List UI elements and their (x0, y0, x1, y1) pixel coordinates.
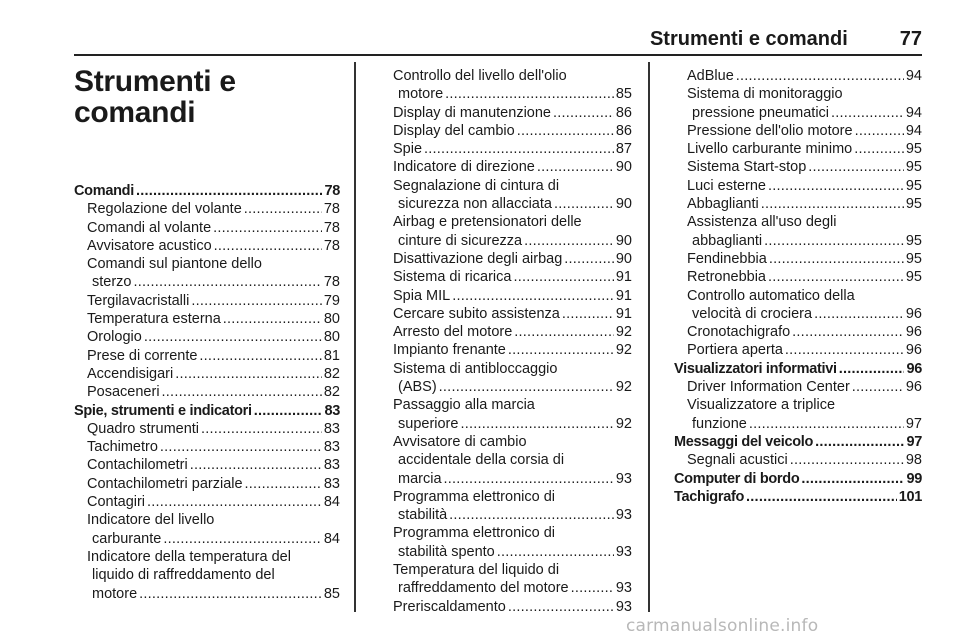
toc-entry-text: Indicatore del livello (87, 512, 215, 529)
toc-entry-text: Portiera aperta (687, 342, 783, 359)
toc-entry-text: Impianto frenante (393, 342, 506, 359)
toc-entry[interactable] (674, 451, 922, 469)
toc-entry-text: motore (398, 86, 444, 103)
dot-leader (562, 305, 614, 323)
toc-entry-text: Avvisatore acustico (87, 237, 212, 254)
toc-page-number: 94 (905, 68, 922, 84)
toc-entry-text: Messaggi del veicolo (674, 433, 814, 450)
toc-page-number: 93 (615, 598, 632, 615)
toc-page-number: 84 (323, 530, 340, 547)
toc-entry[interactable] (74, 292, 340, 310)
toc-entry-text: Display di manutenzione (393, 104, 551, 121)
toc-entry-text: superiore (398, 415, 459, 432)
toc-entry[interactable] (380, 213, 632, 250)
toc-entry[interactable] (674, 67, 922, 85)
toc-page-number: 94 (905, 122, 922, 139)
dot-leader (190, 456, 322, 474)
toc-entry-text: Contachilometri parziale (87, 475, 243, 492)
toc-entry[interactable] (674, 323, 922, 341)
toc-page-number: 80 (323, 311, 340, 328)
toc-page-number: 96 (905, 324, 922, 341)
toc-page-number: 83 (323, 475, 340, 492)
toc-page-number: 82 (323, 384, 340, 401)
toc-page-number: 78 (323, 274, 340, 291)
toc-section-entry[interactable] (674, 360, 922, 378)
toc-entry-text: velocità di crociera (692, 305, 813, 322)
toc-page-number: 91 (615, 269, 632, 286)
toc-entry[interactable] (74, 255, 340, 292)
toc-entry-text: Contachilometri (87, 457, 188, 474)
dot-leader (508, 341, 614, 359)
toc-entry-text: Spia MIL (393, 287, 451, 304)
dot-leader (513, 268, 613, 286)
dot-leader (175, 365, 322, 383)
toc-entry[interactable] (74, 511, 340, 548)
dot-leader (424, 140, 614, 158)
toc-entry-text: Sistema Start-stop (687, 159, 807, 176)
toc-entry[interactable] (74, 383, 340, 401)
toc-entry-text: Cercare subito assistenza (393, 305, 560, 322)
toc-entry-text: Fendinebbia (687, 250, 767, 267)
toc-page-number: 78 (323, 201, 340, 218)
toc-entry-text: funzione (692, 415, 747, 432)
toc-entry[interactable] (74, 237, 340, 255)
toc-entry-text: Abbaglianti (687, 196, 759, 213)
toc-entry[interactable] (674, 213, 922, 250)
dot-leader (201, 420, 322, 438)
toc-entry[interactable] (380, 104, 632, 122)
toc-entry-text: Pressione dell'olio motore (687, 122, 853, 139)
toc-column-2 (380, 67, 632, 616)
toc-entry-text: Passaggio alla marcia (393, 397, 535, 414)
dot-leader (839, 360, 905, 378)
dot-leader (134, 273, 322, 291)
toc-entry[interactable] (74, 456, 340, 474)
dot-leader (214, 237, 322, 255)
dot-leader (801, 470, 904, 488)
toc-entry-text: marcia (398, 470, 442, 487)
toc-entry[interactable] (380, 140, 632, 158)
toc-page-number: 80 (323, 329, 340, 346)
toc-entry-text: Controllo del livello dell'olio (393, 68, 567, 84)
dot-leader (508, 598, 614, 616)
toc-section-entry[interactable] (74, 402, 340, 420)
dot-leader (245, 475, 322, 493)
toc-entry[interactable] (74, 548, 340, 603)
toc-page-number: 96 (906, 360, 922, 377)
dot-leader (831, 104, 904, 122)
toc-entry[interactable] (74, 420, 340, 438)
toc-entry-text: Sistema di ricarica (393, 269, 512, 286)
toc-entry-text: Sistema di monitoraggio (687, 86, 843, 103)
toc-entry-text: Preriscaldamento (393, 598, 506, 615)
toc-entry[interactable] (674, 287, 922, 324)
toc-entry-text: Orologio (87, 329, 142, 346)
toc-entry[interactable] (74, 219, 340, 237)
dot-leader (452, 287, 614, 305)
toc-entry[interactable] (74, 200, 340, 218)
dot-leader (808, 158, 904, 176)
toc-entry[interactable] (74, 493, 340, 511)
dot-leader (769, 250, 904, 268)
toc-entry-text: Comandi (74, 183, 134, 199)
toc-page-number: 82 (323, 365, 340, 382)
toc-entry-text: Avvisatore di cambio (393, 433, 527, 450)
toc-page-number: 93 (615, 543, 632, 560)
toc-entry[interactable] (380, 488, 632, 525)
dot-leader (460, 415, 613, 433)
toc-page-number: 95 (905, 159, 922, 176)
dot-leader (768, 268, 904, 286)
toc-entry-text: stabilità (398, 507, 448, 524)
toc-entry-text: Tachimetro (87, 439, 158, 456)
toc-section-entry[interactable] (74, 182, 340, 200)
toc-entry-text: Luci esterne (687, 177, 766, 194)
dot-leader (815, 433, 904, 451)
toc-page-number: 85 (615, 86, 632, 103)
toc-entry[interactable] (380, 268, 632, 286)
toc-entry-text: Display del cambio (393, 122, 515, 139)
toc-page-number: 83 (323, 439, 340, 456)
toc-entry[interactable] (74, 475, 340, 493)
dot-leader (564, 250, 614, 268)
toc-page-number: 96 (905, 379, 922, 396)
toc-entry-text: Airbag e pretensionatori delle (393, 214, 582, 231)
running-header-page-number: 77 (899, 28, 922, 50)
dot-leader (223, 310, 322, 328)
toc-entry-text: motore (92, 585, 138, 602)
toc-entry-text: Tachigrafo (674, 488, 745, 505)
toc-entry-text: Prese di corrente (87, 347, 198, 364)
toc-page-number: 95 (905, 232, 922, 249)
toc-section-entry[interactable] (674, 470, 922, 488)
toc-entry-text: Spie (393, 141, 423, 158)
toc-entry-text: Arresto del motore (393, 324, 513, 341)
running-header (58, 28, 922, 52)
toc-entry-text: Visualizzatore a triplice (687, 397, 836, 414)
toc-entry[interactable] (674, 268, 922, 286)
toc-entry-text: Quadro strumenti (87, 420, 200, 437)
dot-leader (785, 341, 904, 359)
toc-entry[interactable] (380, 433, 632, 488)
toc-entry-text: Programma elettronico di (393, 488, 555, 505)
toc-page-number: 101 (898, 488, 922, 505)
dot-leader (439, 378, 614, 396)
toc-entry-text: Indicatore della temperatura del (87, 548, 291, 565)
dot-leader (160, 438, 322, 456)
dot-leader (449, 506, 614, 524)
toc-page-number: 95 (905, 141, 922, 158)
dot-leader (764, 232, 904, 250)
toc-page-number: 78 (323, 237, 340, 254)
toc-entry-text: raffreddamento del motore (398, 580, 569, 597)
toc-entry-text: Regolazione del volante (87, 201, 242, 218)
toc-page-number: 90 (615, 159, 632, 176)
toc-entry[interactable] (674, 341, 922, 359)
dot-leader (852, 378, 904, 396)
dot-leader (162, 383, 322, 401)
toc-column-1 (74, 64, 340, 603)
toc-entry-text: pressione pneumatici (692, 104, 830, 121)
toc-page-number: 92 (615, 342, 632, 359)
column-divider (354, 62, 356, 612)
toc-page-number: 83 (323, 457, 340, 474)
toc-entry-text: Spie, strumenti e indicatori (74, 402, 252, 419)
dot-leader (497, 543, 614, 561)
toc-page-number: 85 (323, 585, 340, 602)
toc-entry[interactable] (74, 438, 340, 456)
toc-entry-text: Driver Information Center (687, 379, 850, 396)
dot-leader (445, 85, 614, 103)
toc-entry[interactable] (674, 140, 922, 158)
toc-page-number: 86 (615, 122, 632, 139)
dot-leader (254, 402, 323, 420)
dot-leader (144, 328, 322, 346)
toc-entry-text: Cronotachigrafo (687, 324, 791, 341)
toc-entry-text: Sistema di antibloccaggio (393, 360, 558, 377)
dot-leader (244, 200, 322, 218)
toc-entry-text: Segnalazione di cintura di (393, 177, 560, 194)
toc-page-number: 86 (615, 104, 632, 121)
toc-entry-text: Accendisigari (87, 365, 174, 382)
dot-leader (854, 140, 904, 158)
toc-entry-text: Temperatura del liquido di (393, 562, 560, 579)
toc-entry-text: Controllo automatico della (687, 287, 855, 304)
toc-page-number: 81 (323, 347, 340, 364)
toc-page-number: 95 (905, 269, 922, 286)
toc-entry[interactable] (380, 177, 632, 214)
toc-page-number: 92 (615, 379, 632, 396)
toc-entry[interactable] (74, 365, 340, 383)
toc-page-number: 93 (615, 580, 632, 597)
toc-entry-text: Temperatura esterna (87, 311, 221, 328)
toc-entry-text: Contagiri (87, 494, 146, 511)
toc-entry[interactable] (674, 378, 922, 396)
toc-entry-text: Visualizzatori informativi (674, 360, 837, 377)
dot-leader (517, 122, 614, 140)
toc-entry-text: Disattivazione degli airbag (393, 250, 563, 267)
toc-entry[interactable] (380, 524, 632, 561)
toc-entry[interactable] (380, 561, 632, 598)
dot-leader (514, 323, 614, 341)
dot-leader (790, 451, 904, 469)
toc-entry-text: abbaglianti (692, 232, 763, 249)
toc-section-entry[interactable] (674, 433, 922, 451)
dot-leader (213, 219, 322, 237)
chapter-title-line: comandi (74, 96, 196, 129)
toc-entry-text: cinture di sicurezza (398, 232, 523, 249)
toc-page-number: 92 (615, 324, 632, 341)
toc-entry[interactable] (674, 195, 922, 213)
toc-entry[interactable] (380, 323, 632, 341)
toc-page-number: 95 (905, 177, 922, 194)
toc-column-3 (674, 67, 922, 506)
toc-entry[interactable] (674, 396, 922, 433)
toc-entry[interactable] (74, 347, 340, 365)
toc-page-number: 91 (615, 287, 632, 304)
toc-page-number: 95 (905, 196, 922, 213)
toc-section-entry[interactable] (674, 488, 922, 506)
toc-entry-text: sicurezza non allacciata (398, 196, 552, 213)
dot-leader (524, 232, 614, 250)
toc-entry[interactable] (674, 122, 922, 140)
toc-entry-text: stabilità spento (398, 543, 495, 560)
toc-page-number: 93 (615, 507, 632, 524)
dot-leader (191, 292, 322, 310)
toc-page-number: 97 (906, 433, 922, 450)
toc-entry[interactable] (674, 250, 922, 268)
toc-entry[interactable] (380, 360, 632, 397)
dot-leader (768, 177, 904, 195)
toc-entry[interactable] (74, 328, 340, 346)
toc-page-number: 83 (324, 402, 340, 419)
toc-entry[interactable] (380, 287, 632, 305)
toc-page-number: 99 (906, 470, 922, 487)
toc-page-number: 93 (615, 470, 632, 487)
header-rule (74, 54, 922, 56)
running-header-title: Strumenti e comandi (649, 28, 848, 50)
dot-leader (139, 585, 322, 603)
toc-entry-text: Indicatore di direzione (393, 159, 535, 176)
dot-leader (136, 182, 323, 200)
toc-page-number: 84 (323, 494, 340, 511)
dot-leader (444, 470, 614, 488)
dot-leader (163, 530, 322, 548)
dot-leader (814, 305, 904, 323)
toc-page-number: 79 (323, 292, 340, 309)
toc-entry[interactable] (380, 305, 632, 323)
toc-entry[interactable] (380, 341, 632, 359)
toc-entry[interactable] (380, 122, 632, 140)
toc-entry-text: Posaceneri (87, 384, 160, 401)
toc-entry[interactable] (380, 598, 632, 616)
toc-entry-text: Retronebbia (687, 269, 766, 286)
watermark: carmanualsonline.info (626, 616, 819, 636)
dot-leader (199, 347, 321, 365)
toc-entry[interactable] (380, 250, 632, 268)
toc-entry[interactable] (674, 85, 922, 122)
toc-entry[interactable] (74, 310, 340, 328)
dot-leader (736, 67, 904, 85)
toc-entry-text: Tergilavacristalli (87, 292, 190, 309)
toc-page-number: 94 (905, 104, 922, 121)
toc-entry-text: Livello carburante minimo (687, 141, 853, 158)
toc-entry-text: Computer di bordo (674, 470, 800, 487)
toc-page-number: 78 (323, 219, 340, 236)
toc-entry-text: accidentale della corsia di (398, 452, 565, 469)
dot-leader (855, 122, 904, 140)
toc-page-number: 90 (615, 232, 632, 249)
toc-entry[interactable] (380, 158, 632, 176)
toc-page-number: 87 (615, 141, 632, 158)
dot-leader (746, 488, 897, 506)
toc-entry-text: carburante (92, 530, 162, 547)
chapter-title-line: Strumenti e (74, 65, 236, 98)
toc-entry-text: sterzo (92, 274, 132, 291)
toc-entry[interactable] (380, 396, 632, 433)
toc-entry[interactable] (674, 177, 922, 195)
toc-page-number: 78 (324, 183, 340, 199)
toc-entry-text: Programma elettronico di (393, 525, 555, 542)
toc-entry-text: (ABS) (398, 379, 437, 396)
toc-page-number: 90 (615, 196, 632, 213)
toc-entry-text: Segnali acustici (687, 452, 788, 469)
toc-page-number: 91 (615, 305, 632, 322)
column-divider (648, 62, 650, 612)
toc-page-number: 83 (323, 420, 340, 437)
toc-entry[interactable] (674, 158, 922, 176)
toc-page-number: 96 (905, 305, 922, 322)
dot-leader (761, 195, 904, 213)
dot-leader (749, 415, 904, 433)
toc-entry-text: Comandi al volante (87, 219, 212, 236)
toc-page-number: 96 (905, 342, 922, 359)
dot-leader (147, 493, 322, 511)
dot-leader (792, 323, 904, 341)
toc-entry-text: AdBlue (687, 68, 734, 84)
dot-leader (537, 158, 614, 176)
dot-leader (554, 195, 614, 213)
dot-leader (571, 579, 614, 597)
toc-entry-text: liquido di raffreddamento del (92, 567, 275, 584)
toc-entry-text: Comandi sul piantone dello (87, 256, 262, 273)
toc-page-number: 90 (615, 250, 632, 267)
toc-entry-text: Assistenza all'uso degli (687, 214, 837, 231)
toc-page-number: 98 (905, 452, 922, 469)
chapter-title (74, 66, 340, 128)
toc-page-number: 95 (905, 250, 922, 267)
dot-leader (553, 104, 614, 122)
toc-entry[interactable] (380, 67, 632, 104)
toc-page-number: 97 (905, 415, 922, 432)
toc-page-number: 92 (615, 415, 632, 432)
